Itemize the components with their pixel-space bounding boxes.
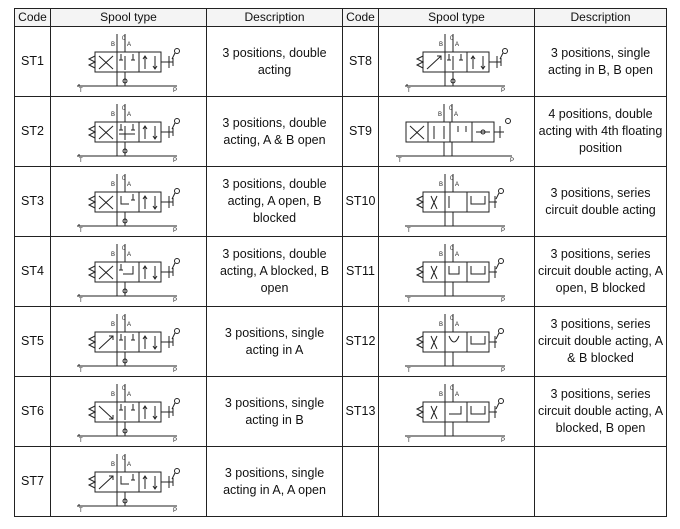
port-0-label: 0 — [121, 455, 125, 462]
spool-symbol-cell — [51, 167, 207, 237]
code-cell: ST7 — [15, 447, 51, 517]
port-a-label: A — [453, 111, 458, 118]
table-row — [15, 97, 667, 167]
description-cell: 3 positions, series circuit double acting, A blocked, B open — [535, 377, 667, 447]
spool-symbol-cell — [51, 97, 207, 167]
port-0-label: 0 — [449, 175, 453, 182]
series-b-open-spool-icon — [401, 382, 513, 442]
port-b-label: B — [110, 461, 115, 468]
description-header-right: Description — [535, 9, 667, 27]
port-p-label: P — [172, 437, 177, 442]
description-cell: 3 positions, single acting in A — [207, 307, 343, 377]
spool-type-header: Spool type — [51, 9, 207, 27]
series-double-acting-spool-icon — [401, 172, 513, 232]
spool-symbol-cell — [379, 377, 535, 447]
spool-symbol-cell — [51, 307, 207, 377]
description-cell: 3 positions, series circuit double acting — [535, 167, 667, 237]
description-header: Description — [207, 9, 343, 27]
four-position-floating-spool-icon — [392, 102, 522, 162]
port-t-label: T — [78, 507, 83, 512]
port-0-label: 0 — [121, 245, 125, 252]
single-acting-a-spool-icon — [73, 312, 185, 372]
port-a-label: A — [126, 251, 131, 258]
table-row — [15, 307, 667, 377]
description-cell: 3 positions, single acting in A, A open — [207, 447, 343, 517]
port-t-label: T — [406, 297, 411, 302]
spool-symbol-cell — [379, 27, 535, 97]
port-p-label: P — [172, 507, 177, 512]
spool-symbol-cell — [379, 237, 535, 307]
port-0-label: 0 — [121, 175, 125, 182]
port-b-label: B — [438, 391, 443, 398]
port-p-label: P — [500, 437, 505, 442]
port-p-label: P — [509, 157, 514, 162]
port-b-label: B — [437, 111, 442, 118]
port-p-label: P — [172, 157, 177, 162]
port-b-label: B — [110, 321, 115, 328]
port-0-label: 0 — [121, 105, 125, 112]
description-cell: 3 positions, single acting in B, B open — [535, 27, 667, 97]
code-cell: ST5 — [15, 307, 51, 377]
header-row — [15, 9, 667, 27]
port-t-label: T — [397, 157, 402, 162]
port-a-label: A — [126, 41, 131, 48]
port-p-label: P — [172, 87, 177, 92]
description-cell: 3 positions, double acting — [207, 27, 343, 97]
code-cell: ST12 — [343, 307, 379, 377]
port-t-label: T — [78, 157, 83, 162]
spool-type-header-right: Spool type — [379, 9, 535, 27]
spool-symbol-cell — [51, 377, 207, 447]
port-t-label: T — [78, 437, 83, 442]
port-a-label: A — [454, 251, 459, 258]
port-0-label: 0 — [449, 35, 453, 42]
port-a-label: A — [454, 181, 459, 188]
description-cell: 3 positions, series circuit double acting, A open, B blocked — [535, 237, 667, 307]
code-cell — [343, 447, 379, 517]
port-p-label: P — [500, 367, 505, 372]
spool-symbol-cell — [379, 97, 535, 167]
port-p-label: P — [172, 227, 177, 232]
double-acting-b-open-spool-icon — [73, 242, 185, 302]
single-acting-b-spool-icon — [73, 382, 185, 442]
port-p-label: P — [500, 227, 505, 232]
table-row — [15, 447, 667, 517]
table-row — [15, 377, 667, 447]
port-t-label: T — [406, 367, 411, 372]
port-0-label: 0 — [448, 105, 452, 112]
description-cell: 3 positions, double acting, A & B open — [207, 97, 343, 167]
code-cell: ST6 — [15, 377, 51, 447]
description-cell: 3 positions, double acting, A blocked, B open — [207, 237, 343, 307]
code-cell: ST3 — [15, 167, 51, 237]
description-cell: 4 positions, double acting with 4th floating position — [535, 97, 667, 167]
single-acting-a-open-spool-icon — [73, 452, 185, 512]
port-t-label: T — [406, 87, 411, 92]
port-b-label: B — [438, 321, 443, 328]
port-a-label: A — [126, 321, 131, 328]
spool-symbol-cell — [379, 447, 535, 517]
port-p-label: P — [500, 87, 505, 92]
spool-symbol-cell — [51, 237, 207, 307]
single-acting-b-open-spool-icon — [401, 32, 513, 92]
spool-symbol-cell — [51, 447, 207, 517]
port-a-label: A — [126, 391, 131, 398]
double-acting-ab-open-spool-icon — [73, 102, 185, 162]
code-cell: ST4 — [15, 237, 51, 307]
spool-type-table — [14, 8, 667, 517]
code-cell: ST9 — [343, 97, 379, 167]
port-a-label: A — [454, 391, 459, 398]
port-0-label: 0 — [121, 385, 125, 392]
spool-symbol-cell — [51, 27, 207, 97]
description-cell: 3 positions, double acting, A open, B blocked — [207, 167, 343, 237]
port-a-label: A — [454, 321, 459, 328]
spool-symbol-cell — [379, 167, 535, 237]
table-row — [15, 27, 667, 97]
port-t-label: T — [78, 367, 83, 372]
port-t-label: T — [78, 297, 83, 302]
port-t-label: T — [78, 227, 83, 232]
port-t-label: T — [406, 227, 411, 232]
port-b-label: B — [110, 391, 115, 398]
code-header: Code — [15, 9, 51, 27]
series-ab-blocked-spool-icon — [401, 312, 513, 372]
double-acting-spool-icon — [73, 32, 185, 92]
series-a-open-spool-icon — [401, 242, 513, 302]
double-acting-a-open-spool-icon — [73, 172, 185, 232]
port-a-label: A — [126, 111, 131, 118]
port-0-label: 0 — [449, 245, 453, 252]
code-cell: ST8 — [343, 27, 379, 97]
description-cell — [535, 447, 667, 517]
port-b-label: B — [438, 41, 443, 48]
port-0-label: 0 — [121, 35, 125, 42]
port-p-label: P — [172, 367, 177, 372]
code-cell: ST1 — [15, 27, 51, 97]
table-row — [15, 237, 667, 307]
port-b-label: B — [110, 41, 115, 48]
spool-symbol-cell — [379, 307, 535, 377]
code-cell: ST13 — [343, 377, 379, 447]
description-cell: 3 positions, single acting in B — [207, 377, 343, 447]
port-t-label: T — [78, 87, 83, 92]
code-header-right: Code — [343, 9, 379, 27]
code-cell: ST11 — [343, 237, 379, 307]
port-b-label: B — [110, 111, 115, 118]
port-0-label: 0 — [449, 315, 453, 322]
port-b-label: B — [438, 251, 443, 258]
port-b-label: B — [110, 181, 115, 188]
port-p-label: P — [500, 297, 505, 302]
description-cell: 3 positions, series circuit double acting, A & B blocked — [535, 307, 667, 377]
port-b-label: B — [110, 251, 115, 258]
port-p-label: P — [172, 297, 177, 302]
port-0-label: 0 — [121, 315, 125, 322]
port-a-label: A — [126, 461, 131, 468]
code-cell: ST10 — [343, 167, 379, 237]
port-b-label: B — [438, 181, 443, 188]
table-row — [15, 167, 667, 237]
port-a-label: A — [126, 181, 131, 188]
port-a-label: A — [454, 41, 459, 48]
port-t-label: T — [406, 437, 411, 442]
port-0-label: 0 — [449, 385, 453, 392]
code-cell: ST2 — [15, 97, 51, 167]
